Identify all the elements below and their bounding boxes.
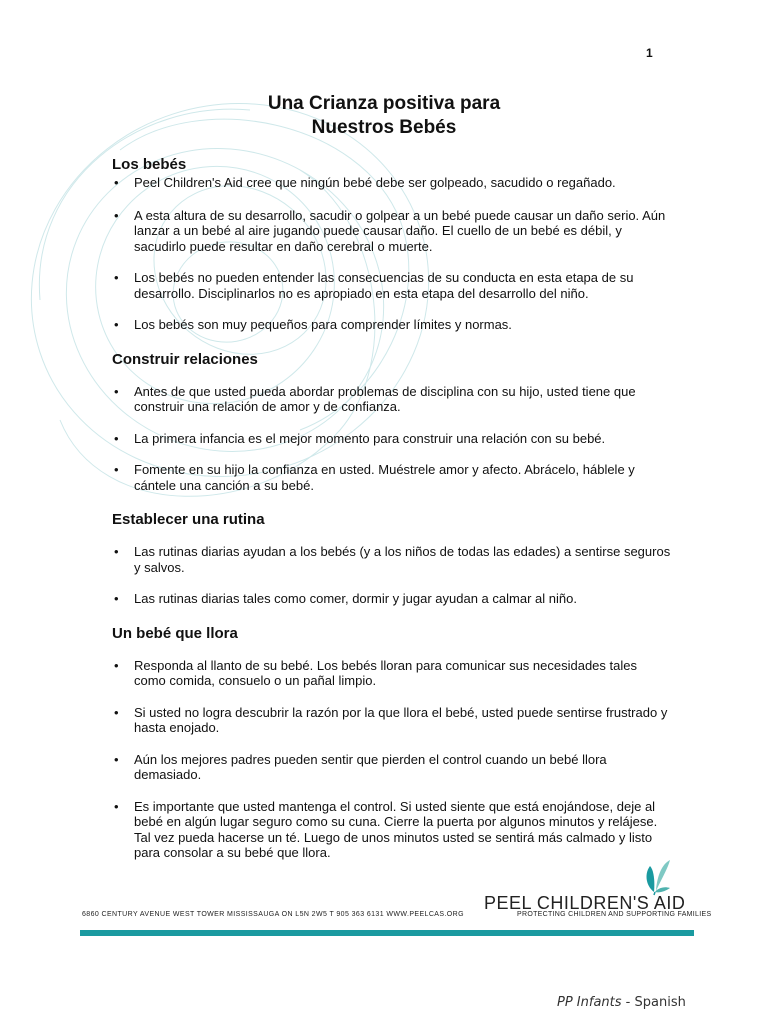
bullet-list-los-bebes	[112, 175, 672, 333]
title-line-2: Nuestros Bebés	[311, 117, 457, 138]
document-code: PP Infants	[557, 995, 622, 1010]
bullet-item: • Si usted no logra descubrir la razón por la que llora el bebé, usted puede sentirse frustrado y hasta enojado.	[112, 705, 672, 736]
section-heading-establecer-rutina: Establecer una rutina	[112, 511, 265, 528]
bullet-list-establecer-rutina	[112, 544, 672, 607]
section-heading-construir-relaciones: Construir relaciones	[112, 350, 258, 368]
bullet-item: • La primera infancia es el mejor momento para construir una relación con su bebé.	[112, 431, 672, 447]
document-title	[0, 92, 768, 140]
bullet-item: • Los bebés son muy pequeños para comprender límites y normas.	[112, 317, 672, 333]
section-heading-los-bebes: Los bebés	[112, 156, 187, 173]
butterfly-logo-icon	[640, 858, 674, 896]
bullet-item: • Antes de que usted pueda abordar problemas de disciplina con su hijo, usted tiene que construir una relación de amor y de confianza.	[112, 384, 672, 415]
bullet-item: • Es importante que usted mantenga el control. Si usted siente que está enojándose, deje al bebé en algún lugar seguro como su cuna. Cierre la puerta por algunos minutos y relájese. Tal vez pueda hacerse un té. Luego de unos minutos usted se sentirá más calmado y listo para consolar a su bebé que llora.	[112, 799, 672, 861]
bullet-item: • Responda al llanto de su bebé. Los bebés lloran para comunicar sus necesidades tales como comida, consuelo o un pañal limpio.	[112, 658, 672, 689]
document-body	[112, 155, 672, 861]
bullet-item: • Aún los mejores padres pueden sentir que pierden el control cuando un bebé llora demasiado.	[112, 752, 672, 783]
footer-accent-bar	[80, 930, 694, 936]
document-tag	[557, 995, 686, 1010]
title-line-1: Una Crianza positiva para	[267, 93, 501, 114]
bullet-item: • A esta altura de su desarrollo, sacudir o golpear a un bebé puede causar un daño serio. Aún lanzar a un bebé al aire jugando puede causar daño. El cuello de un bebé es débil, y sacudirlo puede resultar en daño cerebral o muerte.	[112, 208, 672, 255]
brand-tagline: PROTECTING CHILDREN AND SUPPORTING FAMILIES	[517, 911, 712, 918]
bullet-item: • Fomente en su hijo la confianza en usted. Muéstrele amor y afecto. Abrácelo, háblele y cántele una canción a su bebé.	[112, 462, 672, 493]
bullet-item: • Las rutinas diarias tales como comer, dormir y jugar ayudan a calmar al niño.	[112, 591, 672, 607]
document-language: Spanish	[634, 995, 686, 1010]
footer-address: 6860 CENTURY AVENUE WEST TOWER MISSISSAUGA ON L5N 2W5 T 905 363 6131 WWW.PEELCAS.ORG	[82, 911, 464, 918]
page-number: 1	[646, 46, 653, 60]
document-tag-separator: -	[621, 995, 635, 1010]
bullet-list-construir-relaciones	[112, 384, 672, 494]
bullet-item: • Los bebés no pueden entender las consecuencias de su conducta en esta etapa de su desarrollo. Disciplinarlos no es apropiado en esta etapa del desarrollo del niño.	[112, 270, 672, 301]
brand-name: PEEL CHILDREN'S AID	[484, 893, 686, 913]
bullet-item: • Peel Children's Aid cree que ningún bebé debe ser golpeado, sacudido o regañado.	[112, 175, 672, 191]
bullet-item: • Las rutinas diarias ayudan a los bebés (y a los niños de todas las edades) a sentirse seguros y salvos.	[112, 544, 672, 575]
section-heading-bebe-que-llora: Un bebé que llora	[112, 624, 238, 642]
bullet-list-bebe-que-llora	[112, 658, 672, 861]
